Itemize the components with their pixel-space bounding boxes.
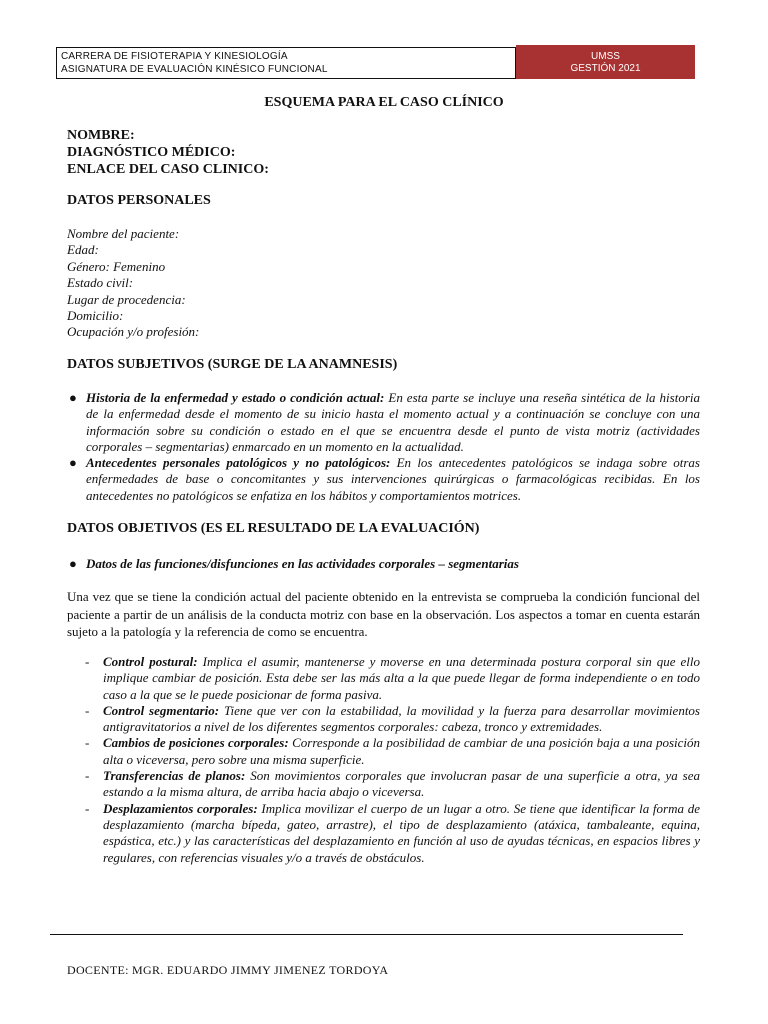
header-term: GESTIÓN 2021 <box>570 63 641 74</box>
field-diagnosis: DIAGNÓSTICO MÉDICO: <box>67 145 236 160</box>
subjective-item <box>67 455 700 504</box>
personal-item: Domicilio: <box>67 308 124 324</box>
header-university: UMSS <box>591 51 620 62</box>
aspect-text: Tiene que ver con la estabilidad, la movilidad y la fuerza para desarrollar movimientos antigravitatorios a nivel de los diferentes segmentos corporales: cabeza, tronco y extremidades. <box>103 702 700 735</box>
bullet-icon: ● <box>69 390 77 405</box>
dash-marker: - <box>85 654 90 669</box>
personal-item: Lugar de procedencia: <box>67 291 186 307</box>
bullet-icon: ● <box>69 556 77 571</box>
footer-divider <box>50 934 683 935</box>
aspect-text: Corresponde a la posibilidad de cambiar de una posición baja a una posición alta o viceversa, pero sobre una misma superficie. <box>103 735 700 767</box>
personal-data-list <box>67 226 199 341</box>
personal-item: Estado civil: <box>67 275 134 291</box>
section-personal-heading: DATOS PERSONALES <box>67 193 211 208</box>
dash-marker: - <box>85 702 90 718</box>
aspect-title: Desplazamientos corporales: <box>103 800 258 816</box>
field-case-link: ENLACE DEL CASO CLINICO: <box>67 162 269 177</box>
dash-marker: - <box>85 735 90 751</box>
personal-item: Género: Femenino <box>67 258 166 274</box>
aspect-item <box>87 703 700 736</box>
personal-item: Nombre del paciente: <box>67 226 180 241</box>
aspect-item <box>87 768 700 801</box>
dash-marker: - <box>85 768 90 784</box>
subjective-item <box>67 390 700 455</box>
subjective-item-text: En esta parte se incluye una reseña sintética de la historia de la enfermedad desde el momento de su inicio hasta el momento actual y a continuación se concluye con una información sobre su condición o estado en el que se encuentra desde el punto de vista motriz (actividades corporales – segmentarias) enmarcado en un momento en la actualidad. <box>86 390 700 454</box>
aspects-list <box>87 654 700 866</box>
personal-item: Edad: <box>67 242 99 258</box>
objective-bullet-text: Datos de las funciones/disfunciones en las actividades corporales – segmentarias <box>86 556 519 571</box>
objective-bullet <box>67 556 700 572</box>
header-institution-box <box>56 47 516 79</box>
header-university-box <box>516 45 695 79</box>
subjective-item-title: Antecedentes personales patológicos y no patológicos: <box>86 455 391 471</box>
dash-marker: - <box>85 800 90 816</box>
page-title: ESQUEMA PARA EL CASO CLÍNICO <box>264 95 504 110</box>
aspect-text: Implica movilizar el cuerpo de un lugar a otro. Se tiene que identificar la forma de desplazamiento (marcha bípeda, gateo, arrastre), el tipo de desplazamiento (atáxica, tambaleante, equina, espástica, etc.) y las características del desplazamiento en función al uso de ayudas técnicas, en espacios libres y regulares, con referencias visuales y/o a través de obstáculos. <box>103 800 700 865</box>
section-subjective-heading: DATOS SUBJETIVOS (SURGE DE LA ANAMNESIS) <box>67 357 398 372</box>
aspect-title: Control segmentario: <box>103 702 220 718</box>
aspect-text: Implica el asumir, mantenerse y moverse en una determinada postura corporal sin que ello implique cambiar de posición. Esta debe ser las más alta a la que puede llegar de forma independiente o en todo caso a la que se le puede posicionar de forma pasiva. <box>103 654 700 702</box>
aspect-item <box>87 801 700 866</box>
aspect-text: Son movimientos corporales que involucran pasar de una superficie a otra, ya sea estando a la misma altura, de arriba hacia abajo o viceversa. <box>103 768 700 800</box>
bullet-icon: ● <box>69 455 77 471</box>
aspect-item <box>87 735 700 768</box>
footer-teacher: DOCENTE: MGR. EDUARDO JIMMY JIMENEZ TORDOYA <box>67 963 389 977</box>
personal-item: Ocupación y/o profesión: <box>67 324 200 340</box>
subjective-item-text: En los antecedentes patológicos se indaga sobre otras enfermedades de base o concomitantes y sus intervenciones quirúrgicas o farmacológicas recibidas. En los antecedentes no patológicos se enfatiza en los hábitos y comportamientos motrices. <box>86 455 700 503</box>
section-objective-heading: DATOS OBJETIVOS (ES EL RESULTADO DE LA EVALUACIÓN) <box>67 521 480 536</box>
objective-paragraph: Una vez que se tiene la condición actual del paciente obtenido en la entrevista se comprueba la condición funcional del paciente a partir de un análisis de la conducta motriz con base en la observación. Los aspectos a tomar en cuenta estarán sujeto a la patología y la referencia de como se encuentra. <box>67 589 700 639</box>
aspect-title: Control postural: <box>103 654 198 669</box>
aspect-item <box>87 654 700 703</box>
aspect-title: Transferencias de planos: <box>103 768 246 784</box>
field-name: NOMBRE: <box>67 128 135 143</box>
case-fields <box>67 127 269 178</box>
subjective-list <box>67 390 700 504</box>
header-subject: ASIGNATURA DE EVALUACIÓN KINÉSICO FUNCIONAL <box>61 64 328 75</box>
subjective-item-title: Historia de la enfermedad y estado o condición actual: <box>86 390 385 405</box>
header-career: CARRERA DE FISIOTERAPIA Y KINESIOLOGÍA <box>61 51 288 62</box>
objective-bullet-list <box>67 556 700 572</box>
aspect-title: Cambios de posiciones corporales: <box>103 735 289 751</box>
